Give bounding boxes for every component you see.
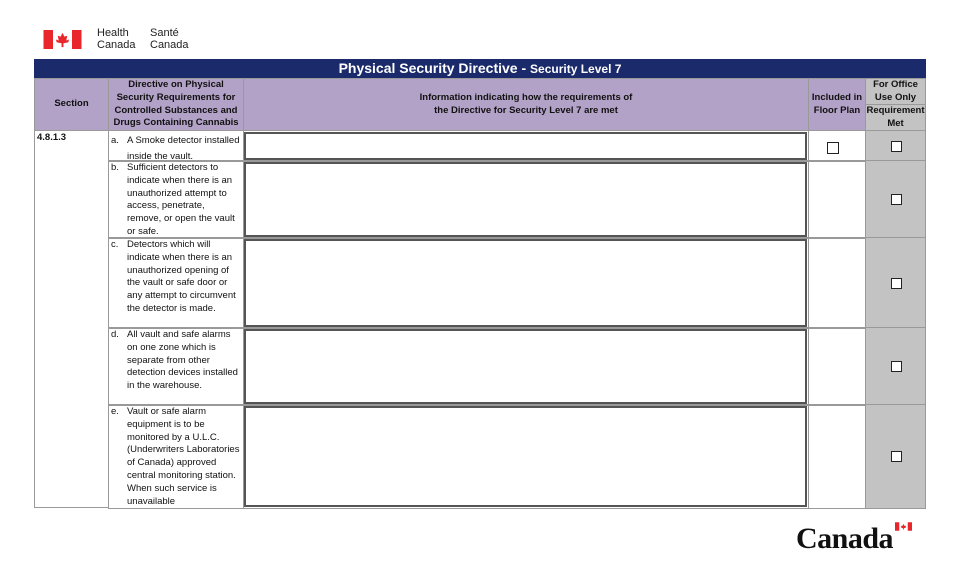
requirement-met-checkbox[interactable] <box>891 361 902 372</box>
table-title: Physical Security Directive - Security Level 7 <box>34 59 926 78</box>
directive-cell <box>108 160 244 239</box>
header-office-use: For Office Use Only <box>865 78 926 105</box>
directive-cell <box>108 237 244 329</box>
header-section: Section <box>34 78 109 131</box>
section-number: 4.8.1.3 <box>34 130 109 508</box>
item-letter: e. <box>111 406 119 417</box>
header-directive: Directive on Physical Security Requirements for Controlled Substances and Drugs Containing Cannabis <box>108 78 244 131</box>
information-input[interactable] <box>244 406 807 507</box>
header-requirement-met: Requirement Met <box>865 104 926 131</box>
information-input[interactable] <box>244 132 807 160</box>
information-input[interactable] <box>244 239 807 327</box>
item-letter: a. <box>111 135 119 146</box>
directive-cell <box>108 130 244 162</box>
header-information: Information indicating how the requirements of the Directive for Security Level 7 are met <box>243 78 809 131</box>
canada-wordmark: Canada <box>796 522 894 555</box>
information-input[interactable] <box>244 162 807 237</box>
floor-plan-cell <box>808 237 866 329</box>
information-input[interactable] <box>244 329 807 404</box>
wordmark-flag-icon <box>895 522 912 531</box>
header-floor-plan: Included in Floor Plan <box>808 78 866 131</box>
floor-plan-cell <box>808 404 866 509</box>
floor-plan-cell <box>808 327 866 406</box>
directive-text: Detectors which will indicate when there is an unauthorized opening of the vault or safe door or any attempt to circumvent the detector is made. <box>127 239 236 314</box>
directive-text: Sufficient detectors to indicate when there is an unauthorized attempt to access, penetrate, remove, or open the vault or safe. <box>127 162 235 237</box>
dept-name-fr: Santé Canada <box>150 27 189 51</box>
canada-flag-icon <box>43 30 82 49</box>
item-letter: c. <box>111 239 119 250</box>
requirement-met-checkbox[interactable] <box>891 141 902 152</box>
directive-cell <box>108 404 244 509</box>
item-letter: b. <box>111 162 119 173</box>
requirement-met-checkbox[interactable] <box>891 451 902 462</box>
directive-cell <box>108 327 244 406</box>
item-letter: d. <box>111 329 119 340</box>
floor-plan-cell <box>808 160 866 239</box>
floor-plan-checkbox[interactable] <box>827 142 839 154</box>
directive-text: All vault and safe alarms on one zone which is separate from other detection devices installed in the warehouse. <box>127 329 238 392</box>
requirement-met-checkbox[interactable] <box>891 194 902 205</box>
dept-name-en: Health Canada <box>97 27 136 51</box>
requirement-met-checkbox[interactable] <box>891 278 902 289</box>
directive-text: Vault or safe alarm equipment is to be monitored by a U.L.C. (Underwriters Laboratories of Canada) approved central monitoring station. When such service is unavailable <box>127 406 240 507</box>
directive-text: A Smoke detector installed inside the vault. <box>127 135 240 162</box>
